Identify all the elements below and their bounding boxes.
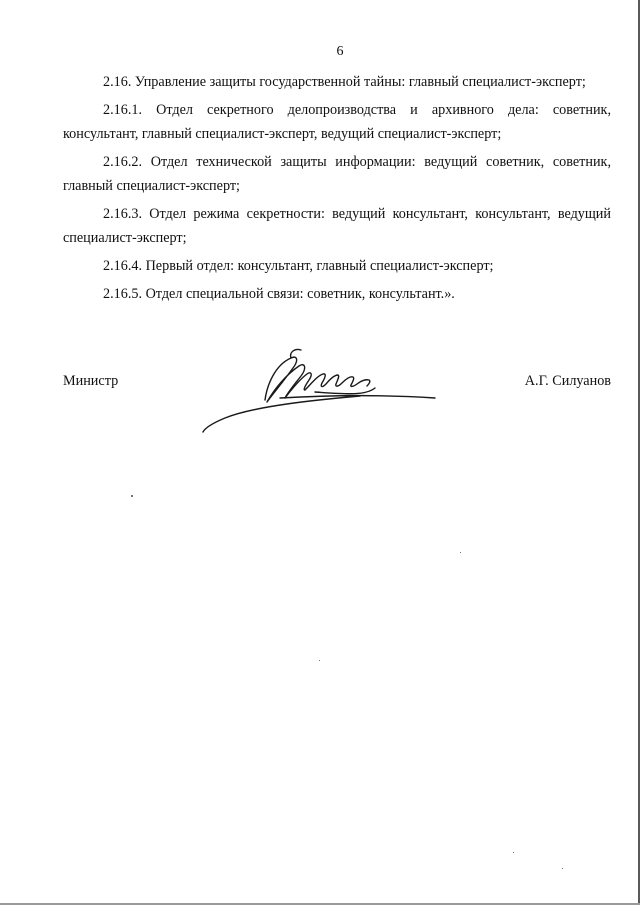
scan-speck [319, 660, 320, 661]
paragraph-2-16-1: 2.16.1. Отдел секретного делопроизводства и архивного дела: советник, консультант, главный специалист-эксперт, ведущий специалист-эксперт; [63, 102, 611, 142]
document-body [63, 70, 611, 310]
minister-name: А.Г. Силуанов [524, 373, 611, 389]
paragraph-2-16: 2.16. Управление защиты государственной тайны: главный специалист-эксперт; [103, 74, 586, 90]
scan-speck [131, 495, 133, 497]
handwritten-signature [195, 340, 445, 440]
scan-speck [460, 552, 461, 553]
scan-speck [513, 852, 514, 853]
paragraph-2-16-2: 2.16.2. Отдел технической защиты информации: ведущий советник, советник, главный специалист-эксперт; [63, 154, 611, 194]
minister-title: Министр [63, 373, 119, 389]
page-number: 6 [336, 44, 344, 59]
scan-speck [562, 868, 563, 869]
paragraph-2-16-4: 2.16.4. Первый отдел: консультант, главный специалист-эксперт; [103, 258, 494, 274]
paragraph-2-16-3: 2.16.3. Отдел режима секретности: ведущий консультант, консультант, ведущий специалист-эксперт; [63, 206, 611, 246]
paragraph-2-16-5: 2.16.5. Отдел специальной связи: советник, консультант.». [103, 286, 455, 302]
